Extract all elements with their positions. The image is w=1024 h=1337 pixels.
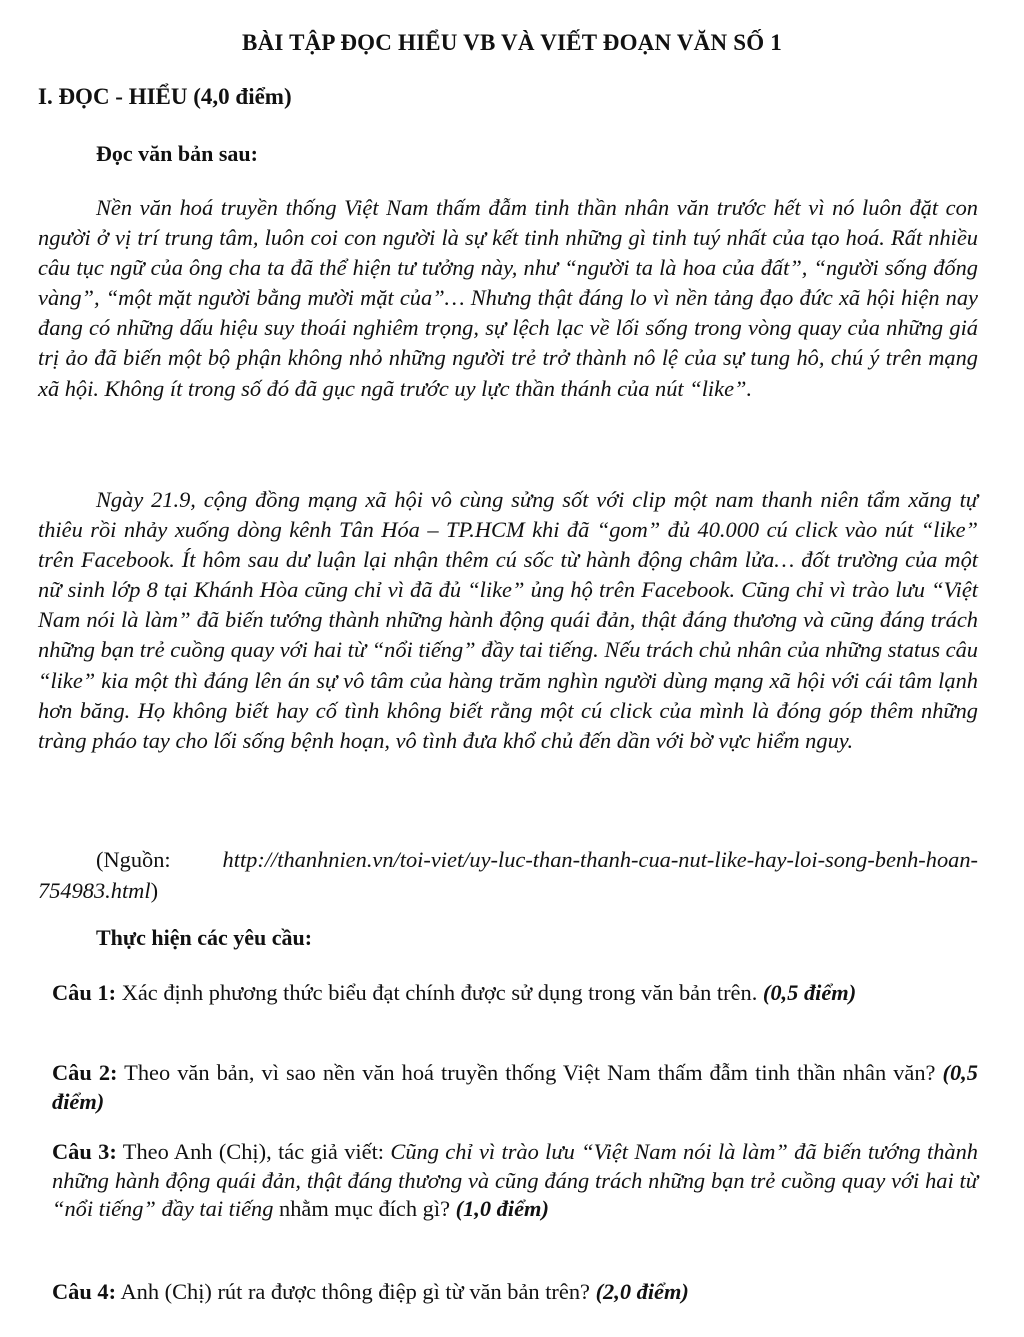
passage-paragraph-1: Nền văn hoá truyền thống Việt Nam thấm đẫm tinh thần nhân văn trước hết vì nó luôn đặt con người ở vị trí trung tâm, luôn coi con người là sự kết tinh những gì tinh tuý nhất của tạo hoá. Rất nhiều câu tục ngữ của ông cha ta đã thể hiện tư tưởng này, như “người ta là hoa của đất”, “người sống đống vàng”, “một mặt người bằng mười mặt của”… Nhưng thật đáng lo vì nền tảng đạo đức xã hội hiện nay đang có những dấu hiệu suy thoái nghiêm trọng, sự lệch lạc về lối sống trong vòng quay của những giá trị ảo đã biến một bộ phận không nhỏ những người trẻ trở thành nô lệ của sự tung hô, chú ý trên mạng xã hội. Không ít trong số đó đã gục ngã trước uy lực thần thánh của nút “like”.: [38, 195, 978, 401]
task-instruction: Thực hiện các yêu cầu:: [96, 925, 313, 950]
source-suffix: ): [150, 877, 159, 903]
question-4-label: Câu 4:: [52, 1279, 117, 1304]
question-1-points: (0,5 điểm): [762, 980, 857, 1005]
question-3: [52, 1138, 978, 1224]
question-1: Câu 1: Xác định phương thức biểu đạt chính được sử dụng trong văn bản trên. (0,5 điểm): [52, 980, 857, 1005]
source-citation: [38, 845, 978, 906]
read-instruction: Đọc văn bản sau:: [96, 141, 258, 166]
source-prefix: (Nguồn:: [96, 847, 223, 872]
question-4: [52, 1278, 978, 1307]
passage-paragraph-2: Ngày 21.9, cộng đồng mạng xã hội vô cùng sửng sốt với clip một nam thanh niên tẩm xăng tự thiêu rồi nhảy xuống dòng kênh Tân Hóa – TP.HCM khi đã “gom” đủ 40.000 cú click vào nút “like” trên Facebook. Ít hôm sau dư luận lại nhận thêm cú sốc từ hành động châm lửa… đốt trường của một nữ sinh lớp 8 tại Khánh Hòa cũng chỉ vì đã đủ “like” ủng hộ trên Facebook. Cũng chỉ vì trào lưu “Việt Nam nói là làm” đã biến tướng thành những hành động quái đản, thật đáng thương và cũng đáng trách những bạn trẻ cuồng quay với hai từ “nổi tiếng” đầy tai tiếng. Nếu trách chủ nhân của những status câu “like” kia một thì đáng lên án sự vô tâm của hàng trăm nghìn người dùng mạng xã hội với cái tâm lạnh hơn băng. Họ không biết hay cố tình không biết rằng một cú click của mình là đóng góp thêm những tràng pháo tay cho lối sống bệnh hoạn, vô tình đưa khổ chủ đến dần với bờ vực hiểm nguy.: [38, 487, 978, 753]
question-3-points: (1,0 điểm): [455, 1196, 549, 1221]
question-3-text-before: Theo Anh (Chị), tác giả viết:: [122, 1139, 385, 1164]
question-3-label: Câu 3:: [52, 1139, 117, 1164]
question-2-label: Câu 2:: [52, 1060, 118, 1085]
question-2: [52, 1059, 978, 1116]
document-title: BÀI TẬP ĐỌC HIỂU VB VÀ VIẾT ĐOẠN VĂN SỐ 1: [242, 30, 782, 55]
question-3-text-after: nhằm mục đích gì?: [279, 1196, 451, 1221]
question-4-text: Anh (Chị) rút ra được thông điệp gì từ văn bản trên?: [120, 1279, 590, 1304]
question-3-quote: Cũng chỉ vì trào lưu “Việt Nam nói là làm” đã biến tướng thành những hành động quái đản, thật đáng thương và cũng đáng trách những bạn trẻ cuồng quay với hai từ “nổi tiếng” đầy tai tiếng: [52, 1139, 978, 1221]
question-2-text: Theo văn bản, vì sao nền văn hoá truyền thống Việt Nam thấm đẫm tinh thần nhân văn?: [124, 1060, 936, 1085]
question-1-text: Xác định phương thức biểu đạt chính được sử dụng trong văn bản trên.: [121, 980, 758, 1005]
question-1-label: Câu 1: [52, 980, 109, 1005]
source-url: http://thanhnien.vn/toi-viet/uy-luc-than-thanh-cua-nut-like-hay-loi-song-benh-hoan- 754983.html: [38, 847, 978, 903]
question-4-points: (2,0 điểm): [595, 1279, 689, 1304]
question-2-points: (0,5 điểm): [52, 1060, 978, 1114]
section-heading-reading: I. ĐỌC - HIỂU (4,0 điểm): [38, 84, 292, 109]
